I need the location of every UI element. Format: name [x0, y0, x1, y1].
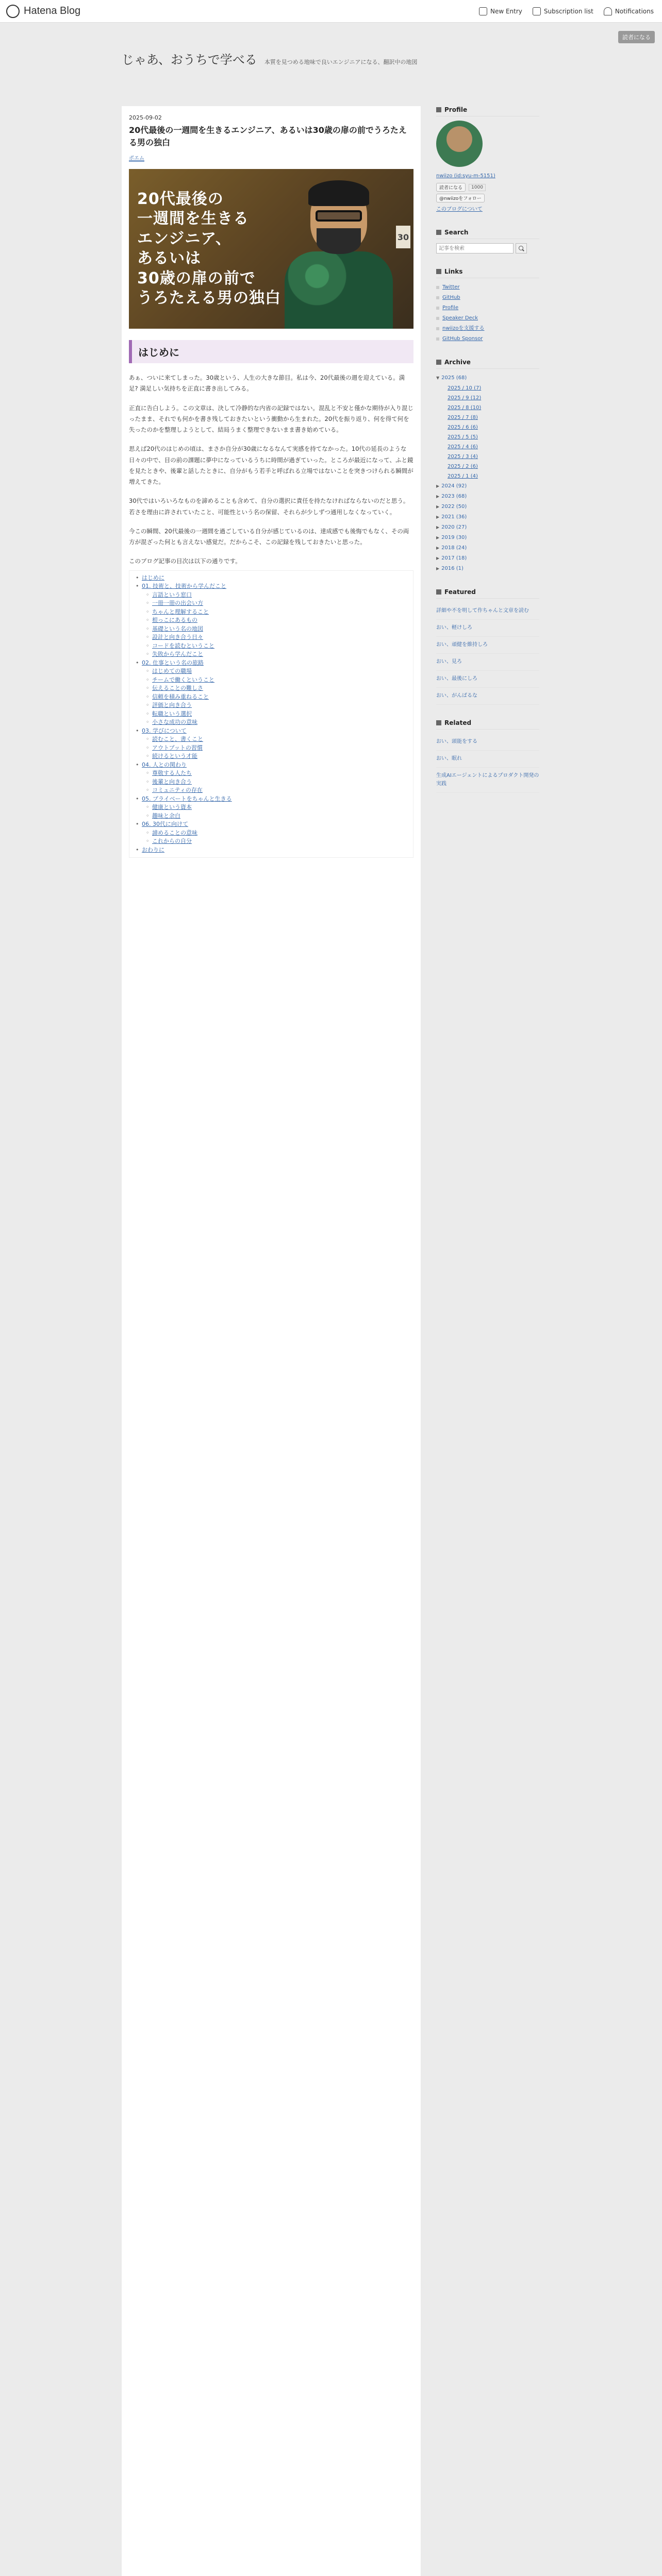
hatena-logo[interactable] [6, 5, 80, 18]
toc-item [135, 633, 408, 642]
archive-year[interactable] [436, 564, 539, 574]
profile-icon [436, 107, 441, 112]
archive-title-text: Archive [444, 359, 471, 366]
archive-month-link[interactable]: 2025 / 10 (7) [448, 385, 482, 391]
toc-link[interactable]: はじめての職場 [152, 668, 192, 675]
archive-year[interactable] [436, 553, 539, 564]
toc-link[interactable]: 伝えることの難しさ [152, 685, 203, 692]
link-bullet-icon [436, 337, 439, 341]
sidebar-link-item [436, 313, 539, 324]
hero-image [129, 169, 413, 329]
sidebar-link-item [436, 282, 539, 293]
archive-year[interactable] [436, 533, 539, 543]
caret-right-icon[interactable]: ▶ [436, 566, 440, 571]
blog-description: 本質を見つめる地味で良いエンジニアになる、翻訳中の地図 [264, 59, 418, 65]
toc-item [135, 778, 408, 787]
archive-year-label: 2022 (50) [441, 504, 467, 510]
toc-link[interactable]: 趣味と余白 [152, 812, 180, 819]
archive-month-link[interactable]: 2025 / 1 (4) [448, 473, 478, 479]
archive-year-label: 2025 (68) [441, 375, 467, 381]
caret-right-icon[interactable]: ▶ [436, 504, 440, 509]
featured-module [436, 588, 539, 705]
sidebar-link-item [436, 293, 539, 303]
follow-row [436, 183, 539, 192]
toc-link[interactable]: 一冊一冊の出会い方 [152, 600, 203, 607]
toc-item [135, 582, 408, 591]
sidebar-link[interactable]: nwiizoを支援する [442, 326, 485, 331]
archive-year[interactable] [436, 481, 539, 492]
toc-item [135, 820, 408, 829]
caret-right-icon[interactable]: ▶ [436, 515, 440, 519]
featured-title-text: Featured [444, 588, 476, 596]
toc-link[interactable]: コミュニティの存在 [152, 787, 203, 794]
toc-link[interactable]: 失敗から学んだこと [152, 651, 203, 658]
sidebar-link-item [436, 324, 539, 334]
paragraph: 今この瞬間、20代最後の一週間を過ごしている自分が感じているのは、達成感でも後悔でもなく、その両方が混ざった何とも言えない感覚だ。だからこそ、この記録を残しておきたいと思った。 [129, 527, 409, 546]
link-bullet-icon [436, 286, 439, 289]
profile-id-link[interactable]: nwiizo (id:syu-m-5151) [436, 173, 495, 179]
featured-entry-link[interactable]: おい、頑健を維持しろ [436, 637, 539, 654]
archive-year-label: 2021 (36) [441, 514, 467, 520]
toc-item [135, 761, 408, 770]
paragraph: あぁ、ついに来てしまった。30歳という、人生の大きな節目。私は今、20代最後の週を迎えている。満足? 満足しい気持ちを正直に書き出してみる。 [129, 374, 405, 393]
featured-entry-link[interactable]: おい、がんばるな [436, 688, 539, 705]
toc-item [135, 625, 408, 634]
hero-hair [308, 180, 369, 206]
hatena-logo-icon [6, 5, 20, 18]
bell-icon [604, 7, 612, 15]
toc-item [135, 735, 408, 744]
toc-link[interactable]: ちゃんと理解すること [152, 608, 209, 615]
toc-item [135, 616, 408, 625]
archive-month-link[interactable]: 2025 / 2 (6) [448, 464, 478, 469]
toc-item [135, 676, 408, 685]
link-icon [436, 269, 441, 274]
toc-link[interactable]: コードを読むということ [152, 642, 214, 649]
toc-link[interactable]: 設計と向き合う日々 [152, 634, 203, 641]
caret-right-icon[interactable]: ▶ [436, 484, 440, 488]
links-list [436, 282, 539, 344]
search-input[interactable] [436, 243, 514, 253]
toc-link[interactable]: 03. 学びについて [142, 727, 187, 734]
table-of-contents [129, 570, 413, 858]
archive-icon [436, 360, 441, 365]
toc-item [135, 786, 408, 795]
archive-year-label: 2018 (24) [441, 545, 467, 551]
intro-paragraphs [129, 372, 413, 548]
sidebar-link-item [436, 334, 539, 344]
related-title-text: Related [444, 719, 472, 726]
toc-item [135, 718, 408, 727]
sidebar [436, 106, 539, 807]
archive-month-link[interactable]: 2025 / 3 (4) [448, 454, 478, 460]
archive-year[interactable] [436, 512, 539, 522]
toc-item [135, 795, 408, 804]
toc-item [135, 837, 408, 846]
toc-item [135, 803, 408, 812]
archive-month-link[interactable]: 2025 / 8 (10) [448, 405, 482, 411]
caret-right-icon[interactable]: ▶ [436, 525, 440, 530]
toc-item [135, 846, 408, 855]
new-entry-button[interactable] [479, 7, 522, 15]
toc-item [135, 812, 408, 821]
archive-year-label: 2023 (68) [441, 494, 467, 499]
toc-link[interactable]: 読むこと、書くこと [152, 736, 203, 743]
hero-sign-30: 30 [396, 226, 410, 248]
featured-entry-link[interactable]: おい、最後にしろ [436, 671, 539, 688]
toc-link[interactable]: はじめに [142, 574, 164, 581]
search-module [436, 229, 539, 253]
toc-item [135, 769, 408, 778]
archive-year[interactable] [436, 543, 539, 553]
toc-item [135, 642, 408, 651]
toc-item [135, 599, 408, 608]
toc-link[interactable]: 02. 仕事という名の旅路 [142, 659, 204, 666]
hero-portrait [279, 174, 393, 329]
link-bullet-icon [436, 296, 439, 299]
sidebar-link[interactable]: Speaker Deck [442, 315, 478, 321]
toc-item [135, 608, 408, 617]
toc-link[interactable]: 転職という選択 [152, 710, 192, 717]
toc-item [135, 659, 408, 668]
search-row [436, 243, 539, 253]
profile-title-text: Profile [444, 106, 468, 113]
hero-image-text: 20代最後の 一週間を生きる エンジニア、 あるいは 30歳の扉の前で うろたえる男の独白 [137, 190, 281, 307]
archive-list [436, 373, 539, 574]
toc-link[interactable]: 根っこにあるもの [152, 617, 197, 624]
links-module [436, 268, 539, 344]
links-title [436, 268, 539, 278]
about-blog-link[interactable]: このブログについて [436, 207, 483, 212]
toc-item [135, 650, 408, 659]
toc-item [135, 591, 408, 600]
article [122, 106, 421, 2576]
follow-button[interactable]: 読者になる [436, 183, 466, 192]
featured-entry-link[interactable]: 詳細や不を明して作ちゃんと文章を読む [436, 603, 539, 620]
new-entry-label: New Entry [490, 7, 522, 15]
follower-count: 1000 [469, 184, 486, 191]
archive-year-label: 2020 (27) [441, 524, 467, 530]
global-actions [479, 7, 654, 15]
caret-right-icon[interactable]: ▶ [436, 556, 440, 561]
links-title-text: Links [444, 268, 463, 275]
toc-item [135, 693, 408, 702]
subscription-list-button[interactable] [533, 7, 593, 15]
toc-link[interactable]: 01. 技術と、技術から学んだこと [142, 583, 226, 590]
notifications-label: Notifications [615, 7, 654, 15]
profile-module [436, 106, 539, 214]
archive-year[interactable] [436, 502, 539, 512]
entry-date[interactable]: 2025-09-02 [129, 114, 162, 121]
archive-title [436, 359, 539, 369]
subscribe-readers-button[interactable]: 読者になる [618, 31, 655, 43]
archive-month-link[interactable]: 2025 / 9 (12) [448, 395, 482, 401]
caret-right-icon[interactable]: ▶ [436, 546, 440, 550]
toc-link[interactable]: 尊敬する人たち [152, 770, 192, 777]
notifications-button[interactable] [604, 7, 654, 15]
related-entry-link[interactable]: 生成AIエージェントによるプロダクト開発の実践 [436, 768, 539, 793]
related-entry-link[interactable]: おい、頭能をする [436, 734, 539, 751]
search-icon [436, 230, 441, 235]
sidebar-link-item [436, 303, 539, 313]
link-bullet-icon [436, 317, 439, 320]
archive-month-link[interactable]: 2025 / 6 (6) [448, 425, 478, 430]
toc-link[interactable]: 言語という窓口 [152, 591, 192, 598]
related-module [436, 719, 539, 793]
link-bullet-icon [436, 327, 439, 330]
toc-link[interactable]: 諦めることの意味 [152, 829, 197, 836]
list-icon [533, 7, 541, 15]
toc-item [135, 667, 408, 676]
twitter-follow-row [436, 194, 539, 202]
entry-category[interactable]: ポエム [129, 154, 144, 162]
paragraph: 正直に告白しよう。この文章は、決して冷静的な内省の記録ではない。混乱と不安と僅かな期待が入り混じったまま、それでも何かを書き残しておきたいという衝動から生まれた。20代を振り返り、何を得て何を失ったのかを整理しようとして、結局うまく整理できないまま書き始めている。 [129, 404, 413, 434]
toc-item [135, 752, 408, 761]
toc-item [135, 701, 408, 710]
subscription-list-label: Subscription list [543, 7, 593, 15]
blog-header [122, 49, 540, 80]
paragraph: 思えば20代のはじめの頃は、まさか自分が30歳になるなんて実感を持てなかった。10代の延長のような日々の中で、目の前の課題に夢中になっているうちに時間が過ぎていった。ところが最近になって、ふと鏡を見たときや、後輩と話したときに、自分がもう若手と呼ばれる立場ではないことを突きつけられる瞬間が増えてきた。 [129, 445, 413, 486]
toc-link[interactable]: 基礎という名の地図 [152, 625, 203, 632]
archive-month-link[interactable]: 2025 / 5 (5) [448, 434, 478, 440]
toc-link[interactable]: チームで働くということ [152, 676, 214, 683]
toc-item [135, 727, 408, 736]
hero-shirt [285, 251, 393, 329]
star-icon [436, 589, 441, 595]
toc-link[interactable]: 評価と向き合う [152, 702, 192, 709]
related-title [436, 719, 539, 730]
global-header [0, 0, 662, 23]
hero-sunglasses [316, 210, 362, 222]
archive-year-label: 2016 (1) [441, 566, 464, 571]
caret-right-icon[interactable]: ▶ [436, 494, 440, 499]
toc-link[interactable]: アウトプットの習慣 [152, 744, 203, 751]
archive-month-link[interactable]: 2025 / 7 (8) [448, 415, 478, 420]
hatena-logo-text: Hatena Blog [24, 5, 81, 16]
archive-module [436, 359, 539, 574]
toc-item [135, 684, 408, 693]
search-title-text: Search [444, 229, 469, 236]
search-title [436, 229, 539, 239]
toc-item [135, 829, 408, 838]
featured-entry-link[interactable]: おい、見ろ [436, 654, 539, 671]
sidebar-link[interactable]: GitHub [442, 295, 460, 300]
entry-title[interactable]: 20代最後の一週間を生きるエンジニア、あるいは30歳の扉の前でうろたえる男の独白 [129, 125, 407, 147]
archive-year[interactable] [436, 373, 539, 383]
toc-link[interactable]: 05. プライベートをちゃんと生きる [142, 795, 232, 802]
toc-link[interactable]: 信頼を積み重ねること [152, 693, 209, 700]
hero-beard [317, 228, 361, 254]
toc-link[interactable]: 続けるという才能 [152, 753, 197, 760]
archive-year-label: 2017 (18) [441, 555, 467, 561]
toc-item [135, 744, 408, 753]
sidebar-link[interactable]: Twitter [442, 284, 460, 290]
archive-month-link[interactable]: 2025 / 4 (6) [448, 444, 478, 450]
toc-link[interactable]: おわりに [142, 846, 164, 853]
sidebar-link[interactable]: GitHub Sponsor [442, 336, 483, 342]
caret-right-icon[interactable]: ▶ [436, 535, 440, 540]
paragraph: 30代ではいろいろなものを諦めることも含めて、自分の選択に責任を持たなければならないのだと思う。若さを理由に許されていたこと、可能性という名の保留、それらが少しずつ通用しなくなっていく。 [129, 497, 409, 516]
twitter-follow-button[interactable]: @nwiizoをフォロー [436, 194, 485, 202]
featured-title [436, 588, 539, 599]
link-bullet-icon [436, 307, 439, 310]
toc-link[interactable]: 健康という資本 [152, 804, 192, 811]
caret-down-icon[interactable]: ▼ [436, 376, 440, 380]
archive-year[interactable] [436, 492, 539, 502]
featured-entry-link[interactable]: おい、軽けしろ [436, 620, 539, 637]
section-heading-intro: はじめに [129, 340, 413, 363]
archive-year[interactable] [436, 522, 539, 533]
sidebar-link[interactable]: Profile [442, 305, 459, 311]
toc-link[interactable]: 04. 人との関わり [142, 761, 187, 768]
toc-intro: このブログ記事の目次は以下の通りです。 [129, 557, 241, 565]
toc-link[interactable]: 06. 30代に向けて [142, 821, 188, 828]
blog-title[interactable]: じゃあ、おうちで学べる [122, 53, 257, 67]
toc-link[interactable]: 後輩と向き合う [152, 778, 192, 785]
toc-link[interactable]: 小さな成功の意味 [152, 719, 197, 726]
archive-year-label: 2019 (30) [441, 535, 467, 540]
avatar[interactable] [436, 121, 483, 167]
related-list [436, 734, 539, 793]
profile-title [436, 106, 539, 116]
related-entry-link[interactable]: おい、眠れ [436, 751, 539, 768]
toc-link[interactable]: これからの自分 [152, 838, 192, 845]
pencil-icon [479, 7, 487, 15]
archive-year-label: 2024 (92) [441, 483, 467, 489]
toc-item [135, 574, 408, 583]
search-button[interactable] [516, 243, 527, 253]
related-icon [436, 720, 441, 725]
toc-item [135, 710, 408, 719]
featured-list [436, 603, 539, 705]
